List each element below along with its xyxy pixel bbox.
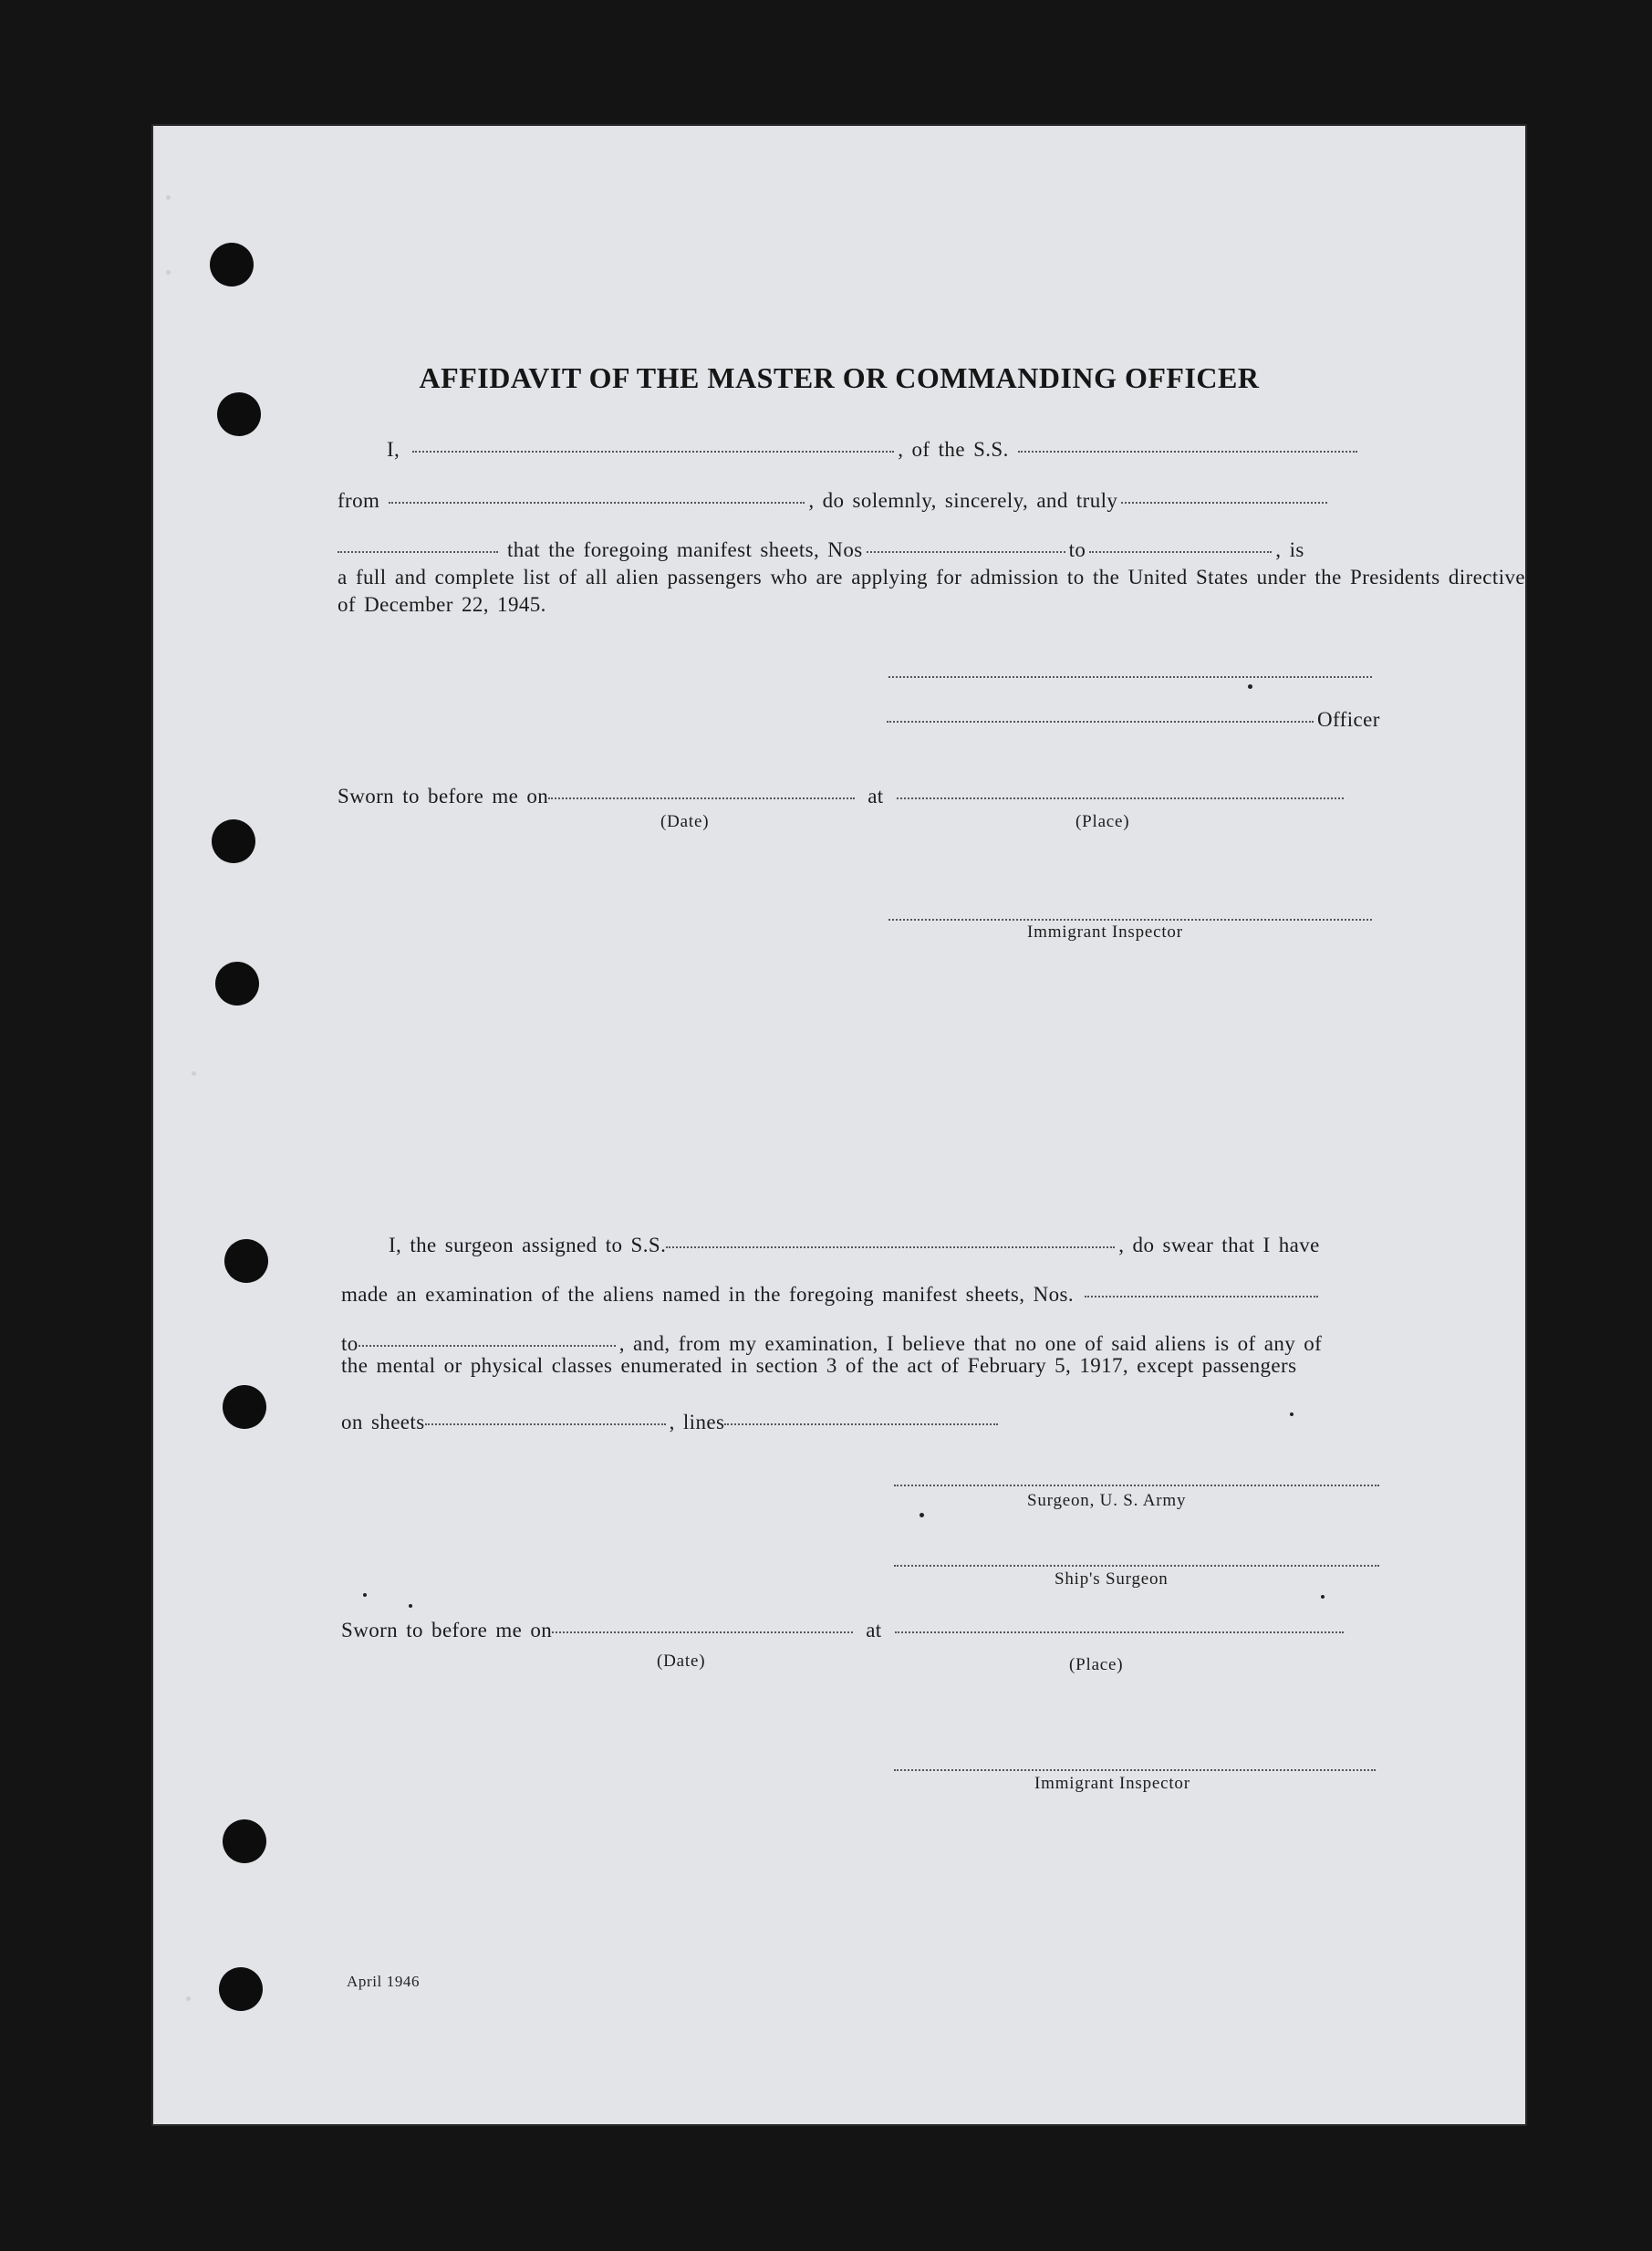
- master-line-2-from-label: from: [338, 489, 380, 512]
- ship-surgeon-signature-line[interactable]: [894, 1564, 1379, 1567]
- surgeon-sworn-line: [341, 1619, 1529, 1642]
- master-affirm-field[interactable]: [338, 550, 498, 553]
- punch-hole: [217, 392, 261, 436]
- surgeon-line-5-sheets-label: on sheets: [341, 1411, 425, 1433]
- speck: [1321, 1595, 1325, 1599]
- ship-surgeon-label: Ship's Surgeon: [1055, 1569, 1169, 1589]
- master-sheet-from-field[interactable]: [867, 550, 1065, 553]
- surgeon-line-3-to-label: to: [341, 1332, 358, 1355]
- speck: [192, 1071, 196, 1076]
- master-sworn-label: Sworn to before me on: [338, 785, 549, 808]
- master-line-2-oath-text: , do solemnly, sincerely, and truly: [808, 489, 1118, 512]
- punch-hole: [212, 819, 255, 863]
- master-line-3-is-label: , is: [1275, 538, 1304, 561]
- surgeon-line-1-oath-text: , do swear that I have: [1118, 1234, 1320, 1256]
- master-sworn-line: [338, 785, 1525, 808]
- surgeon-sheet-to-field[interactable]: [358, 1344, 616, 1347]
- master-sworn-date-field[interactable]: [548, 797, 855, 799]
- punch-hole: [223, 1385, 266, 1429]
- punch-hole: [224, 1239, 268, 1283]
- surgeon-except-lines-field[interactable]: [724, 1423, 998, 1425]
- surgeon-line-1-prefix: I, the surgeon assigned to S.S.: [389, 1234, 667, 1256]
- speck: [166, 195, 171, 200]
- master-line-1-prefix: I,: [387, 438, 400, 461]
- surgeon-place-caption: (Place): [1069, 1655, 1124, 1674]
- master-line-1: [387, 438, 1525, 462]
- form-page: [153, 126, 1525, 2124]
- surgeon-sworn-label: Sworn to before me on: [341, 1619, 553, 1641]
- surgeon-line-4: the mental or physical classes enumerated in section 3 of the act of February 5, 1917, except passengers: [341, 1354, 1297, 1377]
- master-line-2: [338, 489, 1525, 513]
- speck: [363, 1593, 367, 1597]
- speck: [1248, 684, 1252, 689]
- officer-signature-line-2[interactable]: [887, 720, 1314, 723]
- surgeon-inspector-label: Immigrant Inspector: [1034, 1774, 1190, 1793]
- speck: [186, 1996, 191, 2001]
- surgeon-line-3-text: , and, from my examination, I believe that no one of said aliens is of any of: [618, 1332, 1323, 1355]
- master-line-3-to-label: to: [1068, 538, 1086, 561]
- punch-hole: [215, 962, 259, 1006]
- surgeon-line-2: [341, 1283, 1529, 1307]
- master-at-label: at: [868, 785, 884, 808]
- master-port-field[interactable]: [389, 501, 805, 504]
- master-line-3: [338, 538, 1525, 562]
- surgeon-ship-field[interactable]: [666, 1245, 1115, 1248]
- officer-signature-line-1[interactable]: [888, 675, 1372, 678]
- surgeon-line-2-text: made an examination of the aliens named in the foregoing manifest sheets, Nos.: [341, 1283, 1074, 1306]
- master-ship-field[interactable]: [1018, 450, 1357, 453]
- surgeon-at-label: at: [866, 1619, 882, 1641]
- surgeon-sworn-date-field[interactable]: [552, 1631, 853, 1633]
- form-date: April 1946: [347, 1973, 421, 1990]
- master-sheet-to-field[interactable]: [1089, 550, 1272, 553]
- surgeon-line-5-lines-label: , lines: [669, 1411, 725, 1433]
- surgeon-sheet-from-field[interactable]: [1085, 1295, 1318, 1297]
- master-oath-field[interactable]: [1121, 501, 1327, 504]
- speck: [1290, 1412, 1294, 1416]
- punch-hole: [219, 1967, 263, 2011]
- speck: [920, 1513, 924, 1517]
- master-line-1-ship-label: , of the S.S.: [898, 438, 1009, 461]
- punch-hole: [210, 243, 254, 287]
- surgeon-line-1: [389, 1234, 1529, 1257]
- surgeon-line-5: [341, 1411, 1529, 1434]
- master-name-field[interactable]: [412, 450, 894, 453]
- speck: [166, 270, 171, 275]
- master-statement: a full and complete list of all alien passengers who are applying for admission to the United States under the Presidents directive of December 22, 1945.: [338, 566, 1525, 616]
- surgeon-inspector-signature-line[interactable]: [894, 1768, 1376, 1771]
- surgeon-date-caption: (Date): [657, 1652, 706, 1671]
- form-title: AFFIDAVIT OF THE MASTER OR COMMANDING OFFICER: [419, 361, 1260, 394]
- master-place-caption: (Place): [1075, 812, 1130, 831]
- master-inspector-label: Immigrant Inspector: [1027, 922, 1183, 942]
- master-line-3-manifest-text: that the foregoing manifest sheets, Nos: [507, 538, 863, 561]
- officer-signature-row: [887, 708, 1525, 732]
- surgeon-sworn-place-field[interactable]: [895, 1631, 1344, 1633]
- punch-hole: [223, 1819, 266, 1863]
- master-date-caption: (Date): [660, 812, 710, 831]
- master-inspector-signature-line[interactable]: [888, 918, 1372, 921]
- army-surgeon-label: Surgeon, U. S. Army: [1027, 1491, 1187, 1510]
- army-surgeon-signature-line[interactable]: [894, 1484, 1379, 1486]
- master-sworn-place-field[interactable]: [897, 797, 1344, 799]
- officer-label: Officer: [1317, 708, 1380, 731]
- speck: [409, 1604, 412, 1608]
- surgeon-except-sheets-field[interactable]: [425, 1423, 666, 1425]
